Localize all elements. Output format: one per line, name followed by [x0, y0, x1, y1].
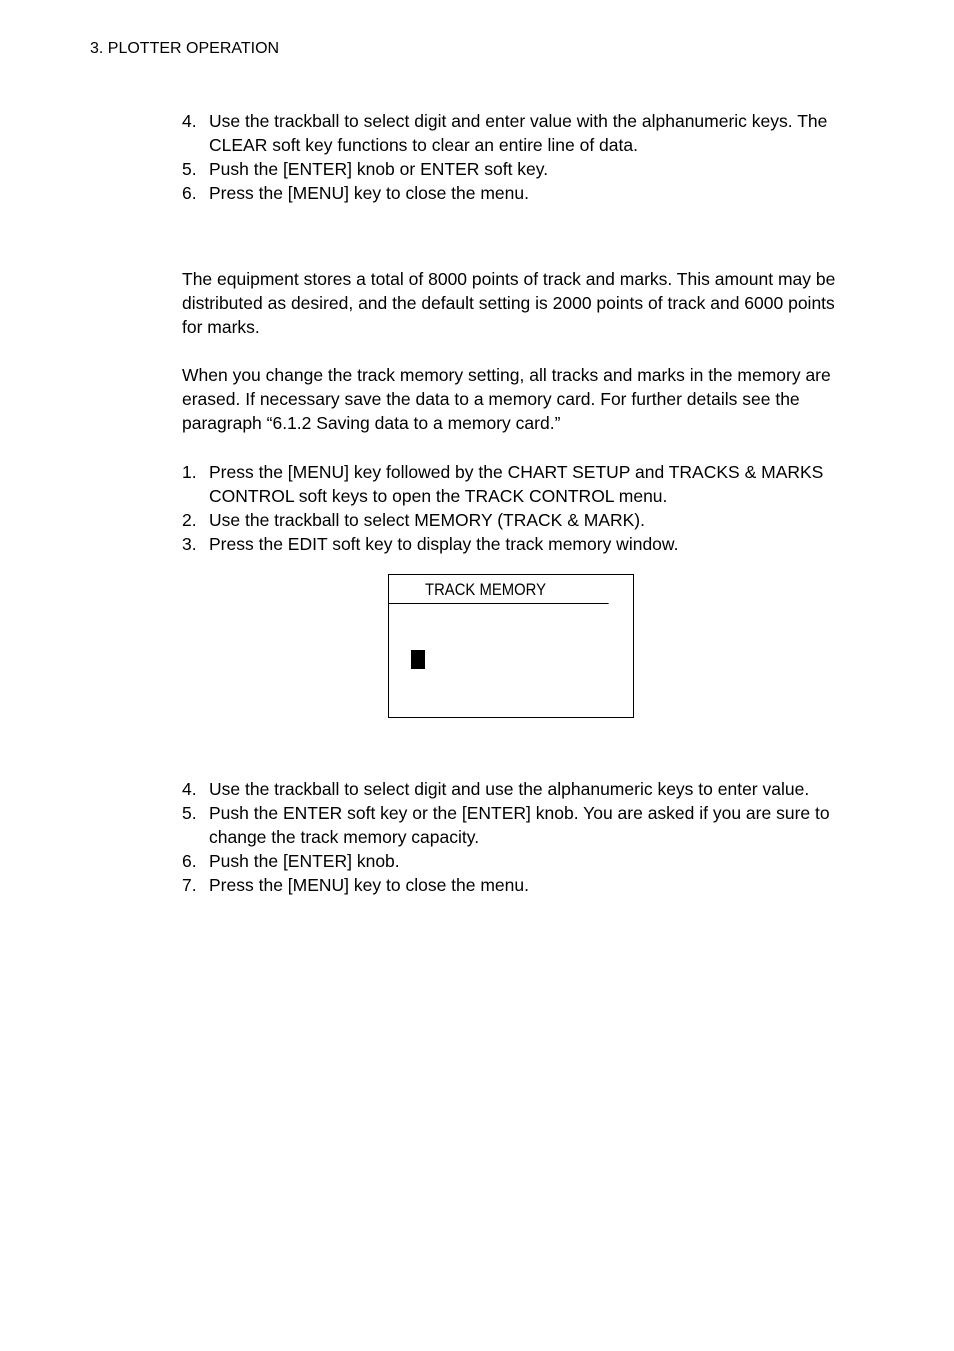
paragraph: When you change the track memory setting, all tracks and marks in the memory are erased. If necessary save the data to a memory card. For further details see the paragraph “6.1.2 Saving data to a memory card.” [182, 365, 831, 433]
step-text: Press the EDIT soft key to display the track memory window. [209, 534, 679, 554]
input-cursor [411, 650, 425, 669]
list-item [182, 181, 842, 205]
window-title: TRACK MEMORY [389, 575, 609, 604]
list-item [182, 460, 842, 508]
list-item [182, 508, 842, 532]
step-text: Use the trackball to select digit and enter value with the alphanumeric keys. The CLEAR soft key functions to clear an entire line of data. [209, 111, 828, 155]
step-text: Push the [ENTER] knob or ENTER soft key. [209, 159, 549, 179]
step-text: Push the [ENTER] knob. [209, 851, 400, 871]
step-number: 4. [182, 111, 197, 131]
step-text: Press the [MENU] key followed by the CHART SETUP and TRACKS & MARKS CONTROL soft keys to open the TRACK CONTROL menu. [209, 462, 824, 506]
list-item [182, 157, 842, 181]
step-text: Push the ENTER soft key or the [ENTER] knob. You are asked if you are sure to change the track memory capacity. [209, 803, 830, 847]
steps-list-b [182, 460, 842, 556]
step-number: 4. [182, 779, 197, 799]
step-number: 5. [182, 159, 197, 179]
paragraph: The equipment stores a total of 8000 points of track and marks. This amount may be distributed as desired, and the default setting is 2000 points of track and 6000 points for marks. [182, 269, 836, 337]
running-header: 3. PLOTTER OPERATION [90, 40, 280, 57]
track-memory-window [388, 574, 634, 718]
step-text: Press the [MENU] key to close the menu. [209, 183, 529, 203]
list-item [182, 873, 842, 897]
step-number: 6. [182, 183, 197, 203]
step-text: Use the trackball to select digit and use the alphanumeric keys to enter value. [209, 779, 810, 799]
step-text: Press the [MENU] key to close the menu. [209, 875, 529, 895]
steps-list-a [182, 109, 842, 205]
paragraph-warning [182, 363, 842, 435]
step-number: 1. [182, 462, 197, 482]
step-number: 7. [182, 875, 197, 895]
list-item [182, 801, 842, 849]
step-number: 6. [182, 851, 197, 871]
step-number: 2. [182, 510, 197, 530]
list-item [182, 532, 842, 556]
step-number: 3. [182, 534, 197, 554]
list-item [182, 777, 842, 801]
paragraph-capacity [182, 267, 842, 339]
steps-list-c [182, 777, 842, 897]
list-item [182, 109, 842, 157]
step-number: 5. [182, 803, 197, 823]
list-item [182, 849, 842, 873]
step-text: Use the trackball to select MEMORY (TRACK & MARK). [209, 510, 645, 530]
